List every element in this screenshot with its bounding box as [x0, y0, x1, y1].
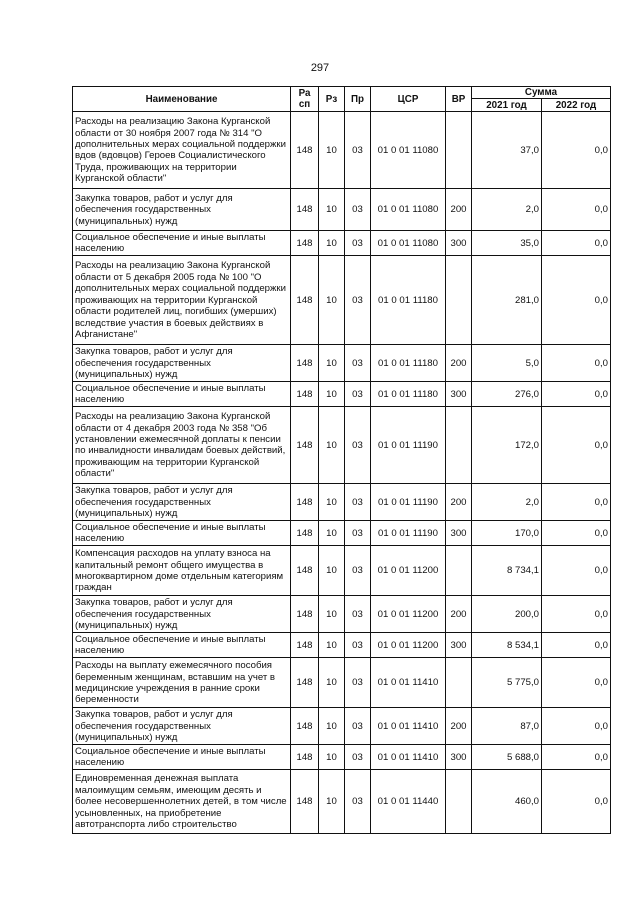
cell-2022: 0,0	[542, 256, 611, 345]
cell-rz: 10	[319, 382, 345, 407]
header-year-2022: 2022 год	[542, 99, 611, 112]
cell-2022: 0,0	[542, 345, 611, 382]
table-row	[73, 382, 611, 407]
cell-csr: 01 0 01 11200	[371, 596, 446, 633]
cell-vr: 200	[446, 189, 472, 231]
cell-2021: 37,0	[472, 112, 542, 189]
cell-rz: 10	[319, 596, 345, 633]
cell-2021: 5,0	[472, 345, 542, 382]
cell-rz: 10	[319, 256, 345, 345]
cell-pr: 03	[345, 256, 371, 345]
cell-rasp: 148	[291, 521, 319, 546]
cell-2022: 0,0	[542, 596, 611, 633]
header-vr: ВР	[446, 87, 472, 112]
cell-rasp: 148	[291, 745, 319, 770]
cell-2021: 172,0	[472, 407, 542, 484]
cell-pr: 03	[345, 546, 371, 596]
cell-name: Компенсация расходов на уплату взноса на капитальный ремонт общего имущества в многоквартирном доме отдельным категориям граждан	[73, 546, 291, 596]
cell-2021: 281,0	[472, 256, 542, 345]
cell-vr	[446, 112, 472, 189]
cell-2021: 200,0	[472, 596, 542, 633]
cell-pr: 03	[345, 770, 371, 834]
cell-2021: 8 534,1	[472, 633, 542, 658]
table-row	[73, 256, 611, 345]
cell-rasp: 148	[291, 596, 319, 633]
cell-2021: 460,0	[472, 770, 542, 834]
cell-rz: 10	[319, 231, 345, 256]
header-pr: Пр	[345, 87, 371, 112]
header-sum: Сумма	[472, 87, 611, 99]
cell-name: Социальное обеспечение и иные выплаты населению	[73, 231, 291, 256]
table-row	[73, 484, 611, 521]
table-row	[73, 189, 611, 231]
cell-2022: 0,0	[542, 745, 611, 770]
cell-csr: 01 0 01 11180	[371, 345, 446, 382]
cell-csr: 01 0 01 11190	[371, 407, 446, 484]
cell-rasp: 148	[291, 189, 319, 231]
table-row	[73, 658, 611, 708]
cell-name: Расходы на реализацию Закона Курганской области от 30 ноября 2007 года № 314 "О дополнительных мерах социальной поддержки вдов (вдовцов) Героев Социалистического Труда, проживающих на территории Курганской области"	[73, 112, 291, 189]
header-year-2021: 2021 год	[472, 99, 542, 112]
cell-2021: 170,0	[472, 521, 542, 546]
cell-name: Закупка товаров, работ и услуг для обеспечения государственных (муниципальных) нужд	[73, 708, 291, 745]
cell-pr: 03	[345, 382, 371, 407]
cell-csr: 01 0 01 11080	[371, 112, 446, 189]
cell-name: Социальное обеспечение и иные выплаты населению	[73, 382, 291, 407]
cell-name: Расходы на выплату ежемесячного пособия беременным женщинам, вставшим на учет в медицинские учреждения в ранние сроки беременности	[73, 658, 291, 708]
cell-name: Социальное обеспечение и иные выплаты населению	[73, 633, 291, 658]
cell-pr: 03	[345, 745, 371, 770]
cell-rasp: 148	[291, 708, 319, 745]
cell-csr: 01 0 01 11200	[371, 633, 446, 658]
cell-vr	[446, 407, 472, 484]
cell-pr: 03	[345, 231, 371, 256]
cell-rasp: 148	[291, 256, 319, 345]
table-row	[73, 345, 611, 382]
cell-pr: 03	[345, 345, 371, 382]
cell-csr: 01 0 01 11080	[371, 231, 446, 256]
cell-name: Закупка товаров, работ и услуг для обеспечения государственных (муниципальных) нужд	[73, 189, 291, 231]
cell-rasp: 148	[291, 345, 319, 382]
cell-name: Расходы на реализацию Закона Курганской области от 4 декабря 2003 года № 358 "Об установлении ежемесячной доплаты к пенсии по инвалидности инвалидам боевых действий, проживающим на территории Курганской области"	[73, 407, 291, 484]
cell-2022: 0,0	[542, 658, 611, 708]
cell-2022: 0,0	[542, 382, 611, 407]
header-rz: Рз	[319, 87, 345, 112]
cell-rz: 10	[319, 708, 345, 745]
header-rasp	[291, 87, 319, 112]
cell-2022: 0,0	[542, 546, 611, 596]
cell-rasp: 148	[291, 658, 319, 708]
cell-vr: 200	[446, 596, 472, 633]
cell-pr: 03	[345, 596, 371, 633]
cell-csr: 01 0 01 11440	[371, 770, 446, 834]
cell-rz: 10	[319, 633, 345, 658]
cell-csr: 01 0 01 11180	[371, 256, 446, 345]
cell-rz: 10	[319, 484, 345, 521]
table-row	[73, 407, 611, 484]
cell-pr: 03	[345, 658, 371, 708]
cell-pr: 03	[345, 521, 371, 546]
table-row	[73, 231, 611, 256]
table-row	[73, 745, 611, 770]
cell-rasp: 148	[291, 484, 319, 521]
cell-rz: 10	[319, 770, 345, 834]
cell-vr: 200	[446, 708, 472, 745]
cell-2021: 8 734,1	[472, 546, 542, 596]
cell-rz: 10	[319, 546, 345, 596]
cell-csr: 01 0 01 11080	[371, 189, 446, 231]
cell-vr	[446, 770, 472, 834]
cell-csr: 01 0 01 11200	[371, 546, 446, 596]
cell-rz: 10	[319, 345, 345, 382]
budget-table	[72, 86, 611, 834]
cell-rz: 10	[319, 745, 345, 770]
cell-pr: 03	[345, 484, 371, 521]
cell-csr: 01 0 01 11190	[371, 521, 446, 546]
page-number: 297	[310, 62, 330, 74]
cell-2022: 0,0	[542, 484, 611, 521]
cell-vr	[446, 256, 472, 345]
cell-csr: 01 0 01 11410	[371, 745, 446, 770]
table-row	[73, 521, 611, 546]
header-csr: ЦСР	[371, 87, 446, 112]
cell-pr: 03	[345, 189, 371, 231]
cell-vr: 200	[446, 484, 472, 521]
table-row	[73, 596, 611, 633]
cell-rasp: 148	[291, 407, 319, 484]
cell-rz: 10	[319, 521, 345, 546]
cell-vr: 300	[446, 521, 472, 546]
cell-2021: 5 688,0	[472, 745, 542, 770]
cell-vr: 300	[446, 633, 472, 658]
table-row	[73, 708, 611, 745]
cell-2022: 0,0	[542, 521, 611, 546]
cell-csr: 01 0 01 11180	[371, 382, 446, 407]
cell-2021: 5 775,0	[472, 658, 542, 708]
cell-name: Социальное обеспечение и иные выплаты населению	[73, 745, 291, 770]
cell-name: Единовременная денежная выплата малоимущим семьям, имеющим десять и более несовершеннолетних детей, в том числе усыновленных, на приобретение автотранспорта либо строительство	[73, 770, 291, 834]
cell-csr: 01 0 01 11410	[371, 708, 446, 745]
cell-vr: 300	[446, 382, 472, 407]
cell-2022: 0,0	[542, 407, 611, 484]
cell-2021: 35,0	[472, 231, 542, 256]
table-row	[73, 633, 611, 658]
cell-name: Расходы на реализацию Закона Курганской области от 5 декабря 2005 года № 100 "О дополнительных мерах социальной поддержки проживающих на территории Курганской области родителей лиц, погибших (умерших) вследствие участия в боевых действиях в Афганистане"	[73, 256, 291, 345]
cell-csr: 01 0 01 11410	[371, 658, 446, 708]
cell-name: Закупка товаров, работ и услуг для обеспечения государственных (муниципальных) нужд	[73, 596, 291, 633]
table-row	[73, 770, 611, 834]
cell-rasp: 148	[291, 382, 319, 407]
cell-rasp: 148	[291, 770, 319, 834]
cell-csr: 01 0 01 11190	[371, 484, 446, 521]
cell-2022: 0,0	[542, 112, 611, 189]
cell-2021: 2,0	[472, 484, 542, 521]
cell-2021: 87,0	[472, 708, 542, 745]
cell-rz: 10	[319, 112, 345, 189]
cell-rasp: 148	[291, 546, 319, 596]
cell-2022: 0,0	[542, 708, 611, 745]
cell-vr: 200	[446, 345, 472, 382]
cell-vr	[446, 546, 472, 596]
header-name: Наименование	[73, 87, 291, 112]
cell-rasp: 148	[291, 231, 319, 256]
table-row	[73, 546, 611, 596]
cell-pr: 03	[345, 633, 371, 658]
cell-vr: 300	[446, 231, 472, 256]
cell-2022: 0,0	[542, 633, 611, 658]
cell-vr: 300	[446, 745, 472, 770]
cell-2022: 0,0	[542, 770, 611, 834]
cell-rz: 10	[319, 189, 345, 231]
cell-vr	[446, 658, 472, 708]
cell-2022: 0,0	[542, 231, 611, 256]
header-rasp-line2: сп	[298, 99, 311, 111]
cell-2022: 0,0	[542, 189, 611, 231]
cell-name: Закупка товаров, работ и услуг для обеспечения государственных (муниципальных) нужд	[73, 484, 291, 521]
cell-pr: 03	[345, 112, 371, 189]
cell-2021: 2,0	[472, 189, 542, 231]
cell-rz: 10	[319, 658, 345, 708]
cell-pr: 03	[345, 407, 371, 484]
cell-pr: 03	[345, 708, 371, 745]
table-row	[73, 112, 611, 189]
cell-name: Социальное обеспечение и иные выплаты населению	[73, 521, 291, 546]
cell-rasp: 148	[291, 633, 319, 658]
header-rasp-line1: Ра	[298, 87, 311, 99]
cell-rz: 10	[319, 407, 345, 484]
cell-rasp: 148	[291, 112, 319, 189]
cell-2021: 276,0	[472, 382, 542, 407]
cell-name: Закупка товаров, работ и услуг для обеспечения государственных (муниципальных) нужд	[73, 345, 291, 382]
